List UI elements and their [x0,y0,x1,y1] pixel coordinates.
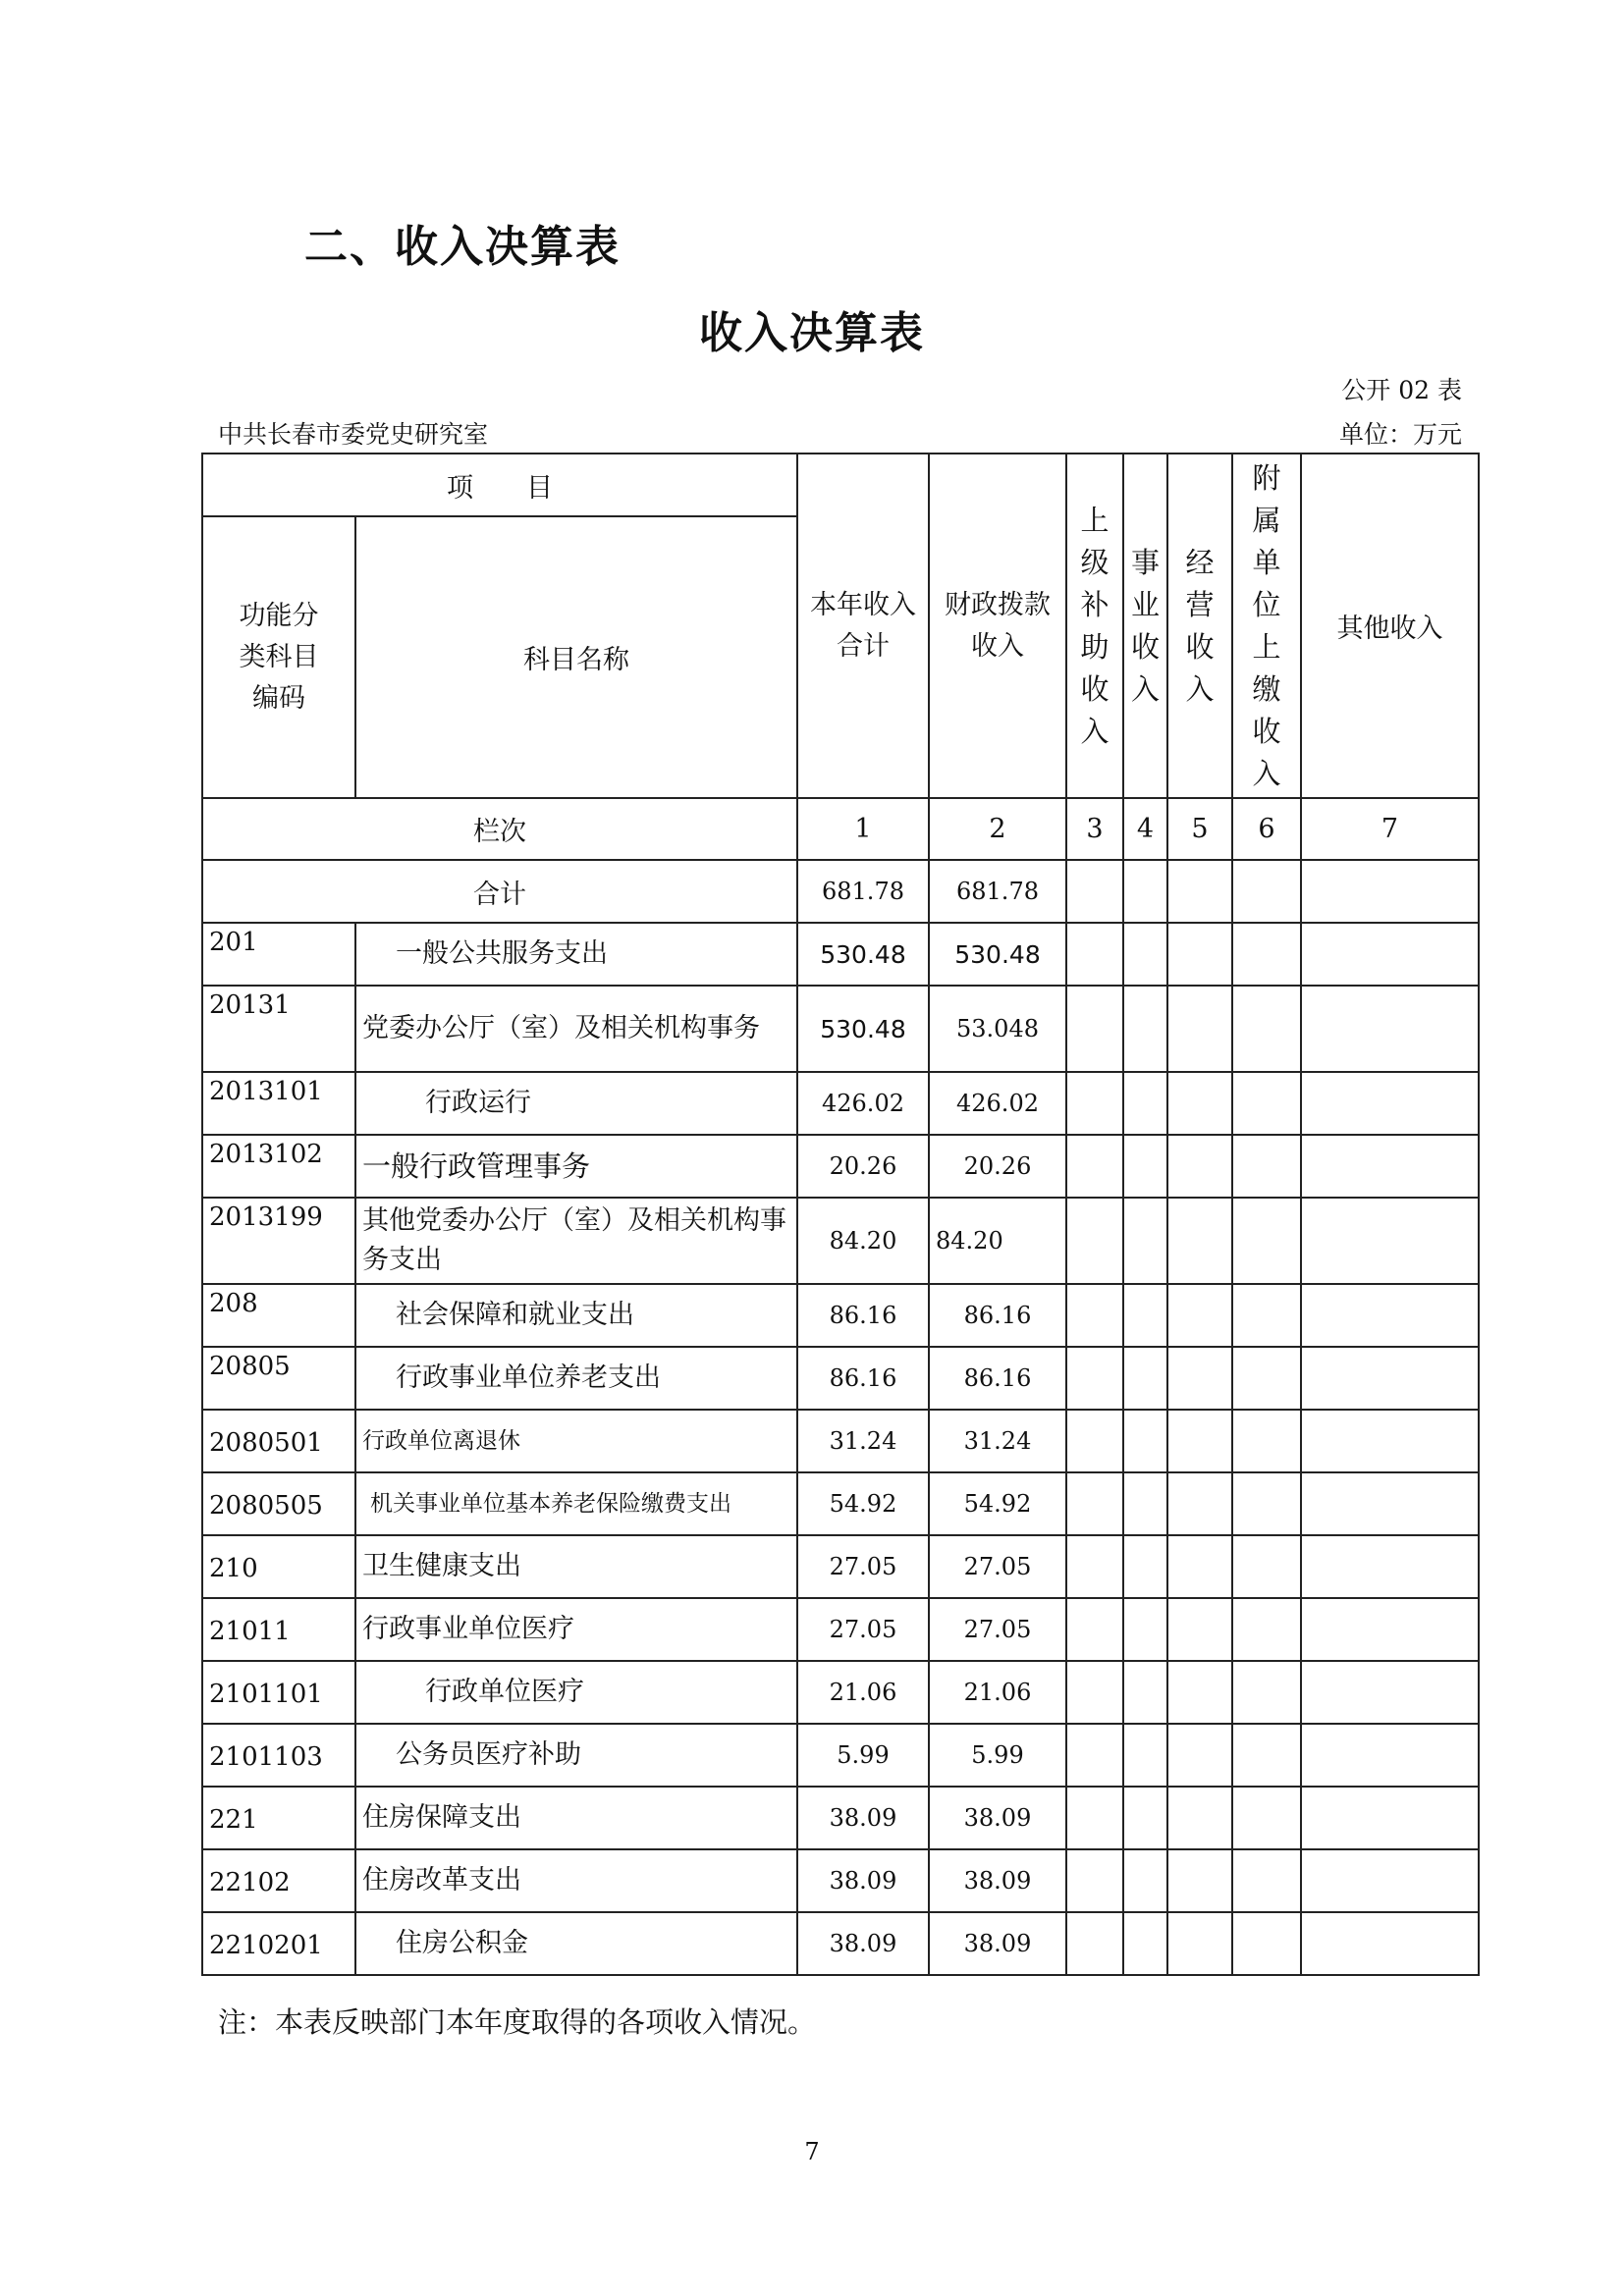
row-total: 27.05 [797,1535,929,1598]
row-code: 2101103 [202,1724,355,1787]
header-name-col: 科目名称 [355,516,797,798]
row-name: 行政事业单位医疗 [355,1598,797,1661]
row-code: 21011 [202,1598,355,1661]
row-name: 行政单位医疗 [355,1661,797,1724]
row-code: 2210201 [202,1912,355,1975]
total-fiscal: 681.78 [929,860,1066,923]
row-name: 住房改革支出 [355,1849,797,1912]
org-name: 中共长春市委党史研究室 [218,420,489,449]
row-fiscal: 84.20 [929,1198,1066,1284]
row-code: 2013102 [202,1135,355,1198]
row-total: 54.92 [797,1472,929,1535]
row-fiscal: 27.05 [929,1535,1066,1598]
table-code: 公开 02 表 [1341,376,1462,404]
row-total: 20.26 [797,1135,929,1198]
column-index-row [202,798,1479,860]
table-row [202,1198,1479,1284]
col-number-6: 6 [1232,798,1301,860]
table-row [202,1135,1479,1198]
row-code: 2013101 [202,1072,355,1135]
row-total: 84.20 [797,1198,929,1284]
header-col-superior: 上级补助收入 [1066,454,1123,798]
col-number-3: 3 [1066,798,1123,860]
table-row [202,986,1479,1072]
row-fiscal: 27.05 [929,1598,1066,1661]
table-row [202,1787,1479,1849]
total-label: 合计 [202,860,797,923]
row-name: 行政运行 [355,1072,797,1135]
row-total: 27.05 [797,1598,929,1661]
row-fiscal: 38.09 [929,1912,1066,1975]
row-code: 20805 [202,1347,355,1410]
header-col-other: 其他收入 [1301,454,1479,798]
row-total: 86.16 [797,1284,929,1347]
row-code: 2080501 [202,1410,355,1472]
row-code: 208 [202,1284,355,1347]
header-col-business: 事业收入 [1123,454,1167,798]
row-code: 2080505 [202,1472,355,1535]
table-note: 注：本表反映部门本年度取得的各项收入情况。 [218,2005,817,2039]
table-row [202,1347,1479,1410]
col-number-5: 5 [1167,798,1232,860]
row-total: 31.24 [797,1410,929,1472]
row-total: 426.02 [797,1072,929,1135]
row-code: 221 [202,1787,355,1849]
row-fiscal: 31.24 [929,1410,1066,1472]
row-name: 住房保障支出 [355,1787,797,1849]
table-row [202,1724,1479,1787]
row-code: 20131 [202,986,355,1072]
col-number-7: 7 [1301,798,1479,860]
total-row [202,860,1479,923]
income-table [201,453,1480,1976]
row-name: 社会保障和就业支出 [355,1284,797,1347]
total-amount: 681.78 [797,860,929,923]
table-row [202,1410,1479,1472]
row-fiscal: 426.02 [929,1072,1066,1135]
row-code: 201 [202,923,355,986]
row-fiscal: 86.16 [929,1284,1066,1347]
row-fiscal: 86.16 [929,1347,1066,1410]
table-row [202,1072,1479,1135]
row-index-label: 栏次 [202,798,797,860]
row-fiscal: 38.09 [929,1849,1066,1912]
row-name: 行政事业单位养老支出 [355,1347,797,1410]
row-fiscal: 38.09 [929,1787,1066,1849]
row-total: 86.16 [797,1347,929,1410]
unit-label: 单位：万元 [1338,420,1462,449]
row-total: 5.99 [797,1724,929,1787]
row-fiscal: 530.48 [929,923,1066,986]
row-name: 其他党委办公厅（室）及相关机构事务支出 [355,1198,797,1284]
row-fiscal: 5.99 [929,1724,1066,1787]
row-code: 22102 [202,1849,355,1912]
section-heading: 二、收入决算表 [304,222,621,272]
row-total: 530.48 [797,986,929,1072]
table-row [202,1849,1479,1912]
row-fiscal: 21.06 [929,1661,1066,1724]
row-name: 一般行政管理事务 [355,1135,797,1198]
header-col-affiliated: 附属单位上缴收入 [1232,454,1301,798]
row-name: 公务员医疗补助 [355,1724,797,1787]
col-number-1: 1 [797,798,929,860]
row-name: 党委办公厅（室）及相关机构事务 [355,986,797,1072]
row-total: 38.09 [797,1912,929,1975]
page-number: 7 [804,2138,820,2165]
header-code-col: 功能分类科目编码 [202,516,355,798]
row-name: 住房公积金 [355,1912,797,1975]
table-row [202,923,1479,986]
table-row [202,1284,1479,1347]
row-code: 2101101 [202,1661,355,1724]
table-row [202,1912,1479,1975]
header-col-fiscal: 财政拨款收入 [929,454,1066,798]
col-number-4: 4 [1123,798,1167,860]
row-code: 2013199 [202,1198,355,1284]
row-total: 38.09 [797,1787,929,1849]
table-row [202,1598,1479,1661]
table-row [202,1472,1479,1535]
row-total: 38.09 [797,1849,929,1912]
row-name: 一般公共服务支出 [355,923,797,986]
row-total: 530.48 [797,923,929,986]
table-title: 收入决算表 [699,308,925,358]
header-item: 项 目 [202,454,797,516]
table-row [202,1535,1479,1598]
table-row [202,1661,1479,1724]
row-fiscal: 20.26 [929,1135,1066,1198]
header-col-total: 本年收入合计 [797,454,929,798]
row-total: 21.06 [797,1661,929,1724]
header-col-operating: 经营收入 [1167,454,1232,798]
row-name: 卫生健康支出 [355,1535,797,1598]
row-fiscal: 53.048 [929,986,1066,1072]
row-name: 行政单位离退休 [355,1410,797,1472]
row-fiscal: 54.92 [929,1472,1066,1535]
row-name: 机关事业单位基本养老保险缴费支出 [355,1472,797,1535]
header-row-1 [202,454,1479,516]
col-number-2: 2 [929,798,1066,860]
row-code: 210 [202,1535,355,1598]
